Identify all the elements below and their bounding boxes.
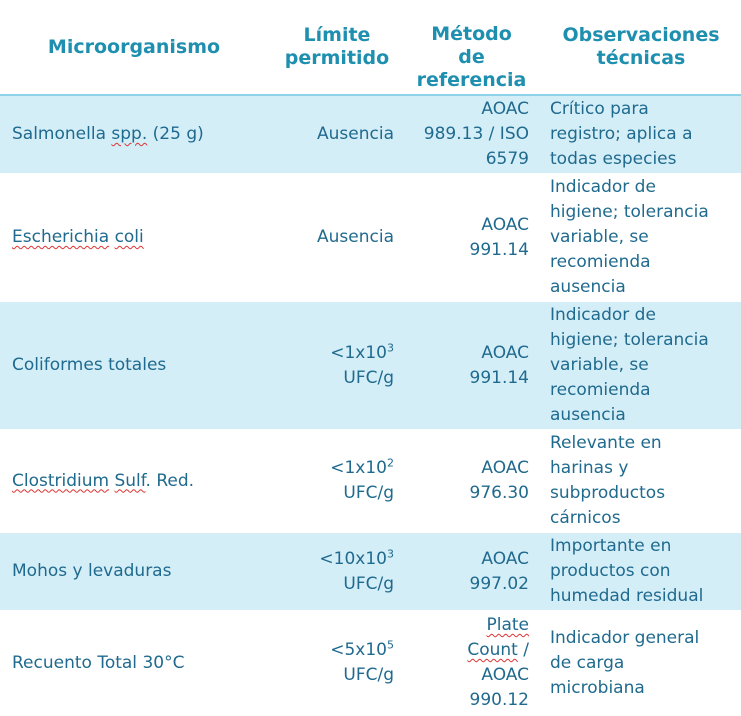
method-line: 991.14 xyxy=(469,367,529,388)
header-metodo-line: de xyxy=(458,46,485,68)
obs-line: higiene; tolerancia xyxy=(550,330,709,350)
limit-exponent: 2 xyxy=(387,456,394,470)
obs-line: microbiana xyxy=(550,677,645,698)
method-line: 6579 xyxy=(485,149,529,169)
micro-text: . Red. xyxy=(145,470,195,491)
cell-limite xyxy=(268,95,402,174)
header-limite-line: Límite xyxy=(303,24,371,46)
micro-text: Recuento Total 30°C xyxy=(12,652,185,673)
method-text: / xyxy=(517,640,529,660)
table-row xyxy=(0,302,741,430)
table-header-row xyxy=(0,0,741,95)
limit-text: Ausencia xyxy=(317,124,394,144)
limit-exponent: 3 xyxy=(387,546,394,560)
method-text-flagged: Count xyxy=(467,640,518,660)
cell-metodo xyxy=(402,174,541,302)
cell-microorganismo xyxy=(0,533,268,611)
header-metodo-line: referencia xyxy=(416,69,527,91)
method-line: AOAC xyxy=(481,458,529,478)
method-line: AOAC xyxy=(481,99,529,119)
header-observaciones-line: Observaciones xyxy=(562,24,720,46)
obs-line: Indicador general xyxy=(550,627,700,648)
limit-text: Ausencia xyxy=(317,227,394,247)
limit-exponent: 3 xyxy=(387,340,394,354)
micro-text-flagged: spp. xyxy=(111,124,148,144)
limit-unit: UFC/g xyxy=(343,483,394,503)
limit-base: <1x10 xyxy=(330,342,387,363)
limit-exponent: 5 xyxy=(387,638,394,652)
obs-line: Crítico para xyxy=(550,99,649,119)
limit-value xyxy=(269,341,394,366)
micro-text-flagged: Sulf xyxy=(114,470,146,491)
header-limite xyxy=(268,0,402,95)
obs-line: higiene; tolerancia xyxy=(550,202,709,222)
method-line: AOAC xyxy=(481,342,529,363)
limit-value xyxy=(269,547,394,572)
limit-value xyxy=(269,456,394,481)
obs-line: subproductos xyxy=(550,483,666,503)
cell-limite xyxy=(268,302,402,430)
cell-limite xyxy=(268,174,402,302)
micro-text-flagged: coli xyxy=(114,227,144,247)
limit-base: <5x10 xyxy=(330,640,387,660)
cell-limite xyxy=(268,430,402,533)
obs-line: ausencia xyxy=(550,277,626,297)
method-line: AOAC xyxy=(481,548,529,569)
obs-line: de carga xyxy=(550,652,625,673)
micro-text: (25 g) xyxy=(147,124,204,144)
method-line: 997.02 xyxy=(469,573,529,594)
cell-microorganismo xyxy=(0,174,268,302)
method-line: 991.14 xyxy=(469,239,529,260)
micro-text: Coliformes totales xyxy=(12,355,167,375)
header-observaciones xyxy=(541,0,741,95)
obs-line: ausencia xyxy=(550,405,626,425)
method-line: AOAC xyxy=(481,214,529,235)
limit-base: <10x10 xyxy=(319,548,387,569)
cell-limite xyxy=(268,533,402,611)
cell-metodo xyxy=(402,430,541,533)
obs-line: Importante en xyxy=(550,536,672,556)
table-row xyxy=(0,95,741,174)
obs-line: recomienda xyxy=(550,380,651,400)
micro-text: Mohos y levaduras xyxy=(12,561,172,581)
header-observaciones-line: técnicas xyxy=(596,47,686,69)
method-line: 976.30 xyxy=(469,483,529,503)
cell-observaciones xyxy=(541,430,741,533)
cell-microorganismo xyxy=(0,302,268,430)
table-row xyxy=(0,611,741,716)
method-line-flagged: Plate xyxy=(486,615,529,635)
micro-text-flagged: Escherichia xyxy=(12,227,110,247)
cell-observaciones xyxy=(541,95,741,174)
cell-metodo xyxy=(402,302,541,430)
obs-line: recomienda xyxy=(550,252,651,272)
micro-text: Salmonella xyxy=(12,124,112,144)
header-metodo xyxy=(402,0,541,95)
table-row xyxy=(0,533,741,611)
limit-unit: UFC/g xyxy=(343,665,394,685)
obs-line: productos con xyxy=(550,561,671,581)
method-line: 990.12 xyxy=(469,690,529,710)
cell-limite xyxy=(268,611,402,716)
cell-observaciones xyxy=(541,533,741,611)
cell-metodo xyxy=(402,95,541,174)
method-line: AOAC xyxy=(481,665,529,685)
limit-unit: UFC/g xyxy=(343,573,394,594)
obs-line: humedad residual xyxy=(550,586,704,606)
header-microorganismo-text: Microorganismo xyxy=(47,35,221,58)
cell-metodo xyxy=(402,611,541,716)
obs-line: Indicador de xyxy=(550,177,656,197)
cell-metodo xyxy=(402,533,541,611)
header-metodo-line: Método xyxy=(431,23,512,45)
table-row xyxy=(0,174,741,302)
obs-line: harinas y xyxy=(550,458,629,478)
obs-line: variable, se xyxy=(550,227,649,247)
header-limite-line: permitido xyxy=(284,47,390,69)
limit-value xyxy=(269,638,394,663)
limit-base: <1x10 xyxy=(330,458,387,478)
cell-observaciones xyxy=(541,174,741,302)
limit-unit: UFC/g xyxy=(343,367,394,388)
table-row xyxy=(0,430,741,533)
method-line: 989.13 / ISO xyxy=(423,124,529,144)
micro-text-flagged: Clostridium xyxy=(12,470,110,491)
cell-microorganismo xyxy=(0,611,268,716)
obs-line: variable, se xyxy=(550,355,649,375)
method-line xyxy=(403,638,529,663)
cell-observaciones xyxy=(541,302,741,430)
obs-line: Relevante en xyxy=(550,433,662,453)
cell-microorganismo xyxy=(0,95,268,174)
obs-line: cárnicos xyxy=(550,508,621,528)
cell-microorganismo xyxy=(0,430,268,533)
obs-line: todas especies xyxy=(550,149,677,169)
cell-observaciones xyxy=(541,611,741,716)
obs-line: registro; aplica a xyxy=(550,124,693,144)
header-microorganismo xyxy=(0,0,268,95)
obs-line: Indicador de xyxy=(550,305,656,325)
